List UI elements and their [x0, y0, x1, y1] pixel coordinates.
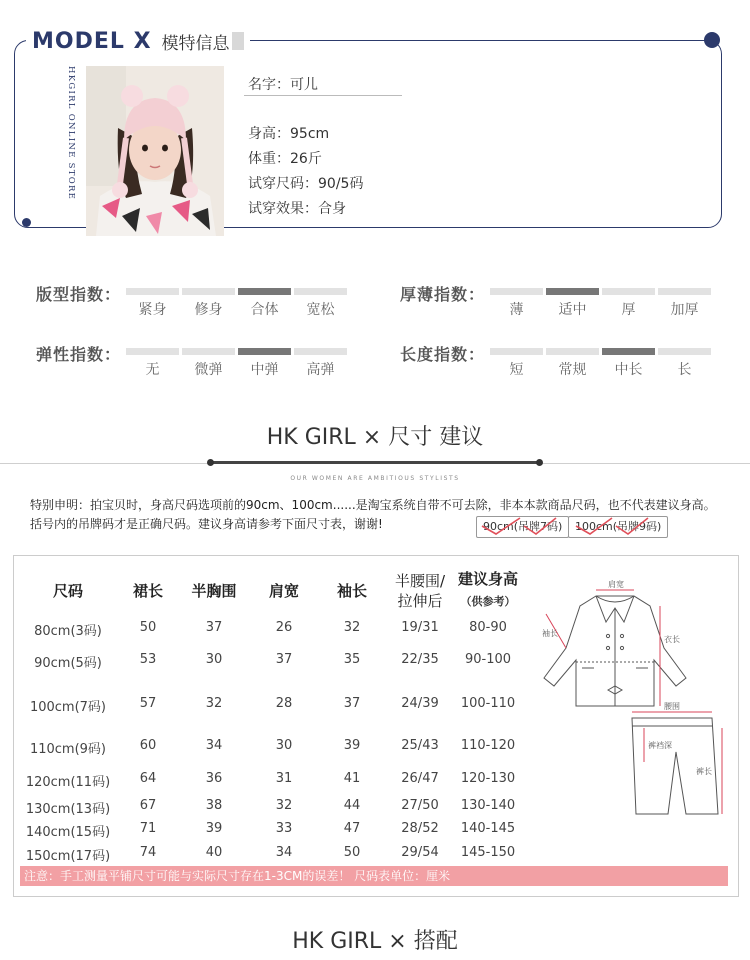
name-underline	[244, 95, 402, 96]
header-height-note: （供参考）	[460, 595, 516, 608]
diagram-label-pants-length: 裤长	[696, 767, 712, 776]
index-label-thickness: 厚薄指数：	[400, 285, 486, 304]
model-height: 身高：95cm	[248, 126, 330, 142]
table-cell: 57	[139, 696, 157, 711]
table-cell: 120cm(11码)	[25, 775, 111, 790]
index-seg-elastic-0	[126, 348, 179, 355]
index-seg-length-0	[490, 348, 543, 355]
index-seg-thick-3	[658, 288, 711, 295]
table-cell: 130cm(13码)	[25, 802, 111, 817]
index-opt: 长	[677, 362, 692, 378]
table-cell: 28	[275, 696, 293, 711]
table-cell: 64	[139, 771, 157, 786]
index-seg-thick-1-selected	[546, 288, 599, 295]
table-cell: 120-130	[460, 771, 516, 786]
index-opt: 薄	[509, 302, 524, 318]
tag-example-text: 100cm(吊牌9码)	[575, 520, 662, 533]
model-photo	[86, 66, 224, 236]
table-cell: 145-150	[460, 845, 516, 860]
index-opt: 紧身	[138, 302, 167, 318]
table-cell: 24/39	[401, 696, 439, 711]
table-cell: 130-140	[460, 798, 516, 813]
table-cell: 67	[139, 798, 157, 813]
diagram-label-length: 衣长	[664, 635, 680, 644]
index-seg-thick-2	[602, 288, 655, 295]
model-card-title	[26, 26, 250, 56]
index-opt: 常规	[558, 362, 587, 378]
table-cell: 110-120	[460, 738, 516, 753]
index-seg-elastic-1	[182, 348, 235, 355]
index-seg-length-2-selected	[602, 348, 655, 355]
model-fit-result: 试穿效果：合身	[248, 201, 346, 217]
table-cell: 34	[205, 738, 223, 753]
index-opt: 宽松	[306, 302, 335, 318]
table-cell: 31	[275, 771, 293, 786]
header-half-chest: 半胸围	[191, 582, 237, 600]
garment-measure-diagram	[536, 578, 732, 826]
model-stats	[248, 122, 363, 222]
table-cell: 140cm(15码)	[25, 825, 111, 840]
index-seg-thick-0	[490, 288, 543, 295]
table-cell: 26/47	[401, 771, 439, 786]
table-cell: 110cm(9码)	[29, 742, 107, 757]
model-weight: 体重：26斤	[248, 151, 322, 167]
index-opt: 中弹	[250, 362, 279, 378]
table-cell: 40	[205, 845, 223, 860]
table-cell: 29/54	[401, 845, 439, 860]
diagram-label-crotch: 裤裆深	[648, 741, 672, 750]
notice-line-1: 特别申明：拍宝贝时，身高尺码选项前的90cm、100cm......是淘宝系统自带不可去除，非本本款商品尺码，也不代表建议身高。	[30, 498, 716, 512]
table-cell: 100cm(7码)	[29, 700, 107, 715]
index-seg-fit-1	[182, 288, 235, 295]
brand-vertical-text: HKGIRL ONLINE STORE	[66, 66, 76, 201]
header-waist-stretched: 拉伸后	[397, 592, 443, 610]
table-cell: 150cm(17码)	[25, 849, 111, 864]
header-skirt-length: 裙长	[132, 582, 163, 600]
table-cell: 19/31	[401, 620, 439, 635]
index-opt: 微弹	[194, 362, 223, 378]
table-cell: 50	[343, 845, 361, 860]
table-cell: 41	[343, 771, 361, 786]
divider-dot-right	[536, 459, 543, 466]
diagram-label-shoulder: 肩宽	[608, 580, 624, 589]
model-info-title: 模特信息	[161, 33, 230, 54]
table-cell: 90-100	[464, 652, 512, 667]
index-opt: 修身	[194, 302, 223, 318]
table-cell: 53	[139, 652, 157, 667]
table-cell: 32	[205, 696, 223, 711]
table-cell: 22/35	[401, 652, 439, 667]
table-cell: 37	[205, 620, 223, 635]
section-divider-bar	[210, 461, 540, 464]
measurement-note: 注意：手工测量平铺尺寸可能与实际尺寸存在1-3CM的误差！ 尺码表单位：厘米	[20, 866, 728, 886]
index-opt: 合体	[250, 302, 279, 318]
checkmark-icons	[476, 512, 666, 542]
header-suggested-height: 建议身高	[457, 570, 518, 588]
table-cell: 71	[139, 821, 157, 836]
table-cell: 28/52	[401, 821, 439, 836]
table-cell: 27/50	[401, 798, 439, 813]
index-opt: 适中	[558, 302, 587, 318]
header-sleeve: 袖长	[336, 582, 367, 600]
index-label-fit: 版型指数：	[36, 285, 122, 304]
table-cell: 47	[343, 821, 361, 836]
table-cell: 140-145	[460, 821, 516, 836]
header-half-waist: 半腰围/	[394, 572, 446, 590]
table-cell: 33	[275, 821, 293, 836]
table-cell: 25/43	[401, 738, 439, 753]
table-cell: 36	[205, 771, 223, 786]
index-opt: 短	[509, 362, 524, 378]
table-cell: 30	[205, 652, 223, 667]
index-opt: 加厚	[670, 302, 699, 318]
index-seg-length-1	[546, 348, 599, 355]
index-seg-length-3	[658, 348, 711, 355]
index-seg-fit-2-selected	[238, 288, 291, 295]
table-cell: 26	[275, 620, 293, 635]
table-cell: 39	[205, 821, 223, 836]
model-name: 名字：可儿	[248, 77, 318, 93]
index-opt: 高弹	[306, 362, 335, 378]
card-corner-dot-small	[22, 218, 31, 227]
table-cell: 37	[275, 652, 293, 667]
model-x-title: MODEL X	[32, 28, 152, 54]
brand-tagline: OUR WOMEN ARE AMBITIOUS STYLISTS	[290, 475, 460, 482]
table-cell: 60	[139, 738, 157, 753]
match-section-title: HK GIRL × 搭配	[292, 929, 458, 954]
index-label-length: 长度指数：	[400, 345, 486, 364]
header-shoulder: 肩宽	[268, 582, 299, 600]
model-tried-size: 试穿尺码：90/5码	[248, 176, 364, 192]
table-cell: 32	[343, 620, 361, 635]
index-label-elasticity: 弹性指数：	[36, 345, 122, 364]
table-cell: 37	[343, 696, 361, 711]
index-seg-fit-3	[294, 288, 347, 295]
header-size: 尺码	[52, 582, 83, 600]
table-cell: 100-110	[460, 696, 516, 711]
size-section-title: HK GIRL × 尺寸 建议	[266, 425, 484, 450]
card-corner-dot	[704, 32, 720, 48]
table-cell: 44	[343, 798, 361, 813]
table-cell: 30	[275, 738, 293, 753]
index-seg-elastic-2-selected	[238, 348, 291, 355]
table-cell: 90cm(5码)	[34, 656, 102, 671]
index-opt: 中长	[614, 362, 643, 378]
table-cell: 50	[139, 620, 157, 635]
table-cell: 80cm(3码)	[34, 624, 102, 639]
index-seg-elastic-3	[294, 348, 347, 355]
table-cell: 32	[275, 798, 293, 813]
table-cell: 74	[139, 845, 157, 860]
table-cell: 80-90	[469, 620, 507, 635]
index-seg-fit-0	[126, 288, 179, 295]
table-cell: 39	[343, 738, 361, 753]
tag-example-text: 90cm(吊牌7码)	[483, 520, 563, 533]
table-cell: 38	[205, 798, 223, 813]
index-opt: 厚	[621, 302, 636, 318]
notice-line-2: 括号内的吊牌码才是正确尺码。建议身高请参考下面尺寸表，谢谢!	[30, 517, 383, 531]
table-cell: 34	[275, 845, 293, 860]
title-tab-decoration	[232, 32, 244, 50]
diagram-label-waist: 腰围	[664, 702, 680, 711]
diagram-label-sleeve: 袖长	[542, 629, 558, 638]
divider-dot-left	[207, 459, 214, 466]
index-opt: 无	[145, 362, 160, 378]
table-cell: 35	[343, 652, 361, 667]
